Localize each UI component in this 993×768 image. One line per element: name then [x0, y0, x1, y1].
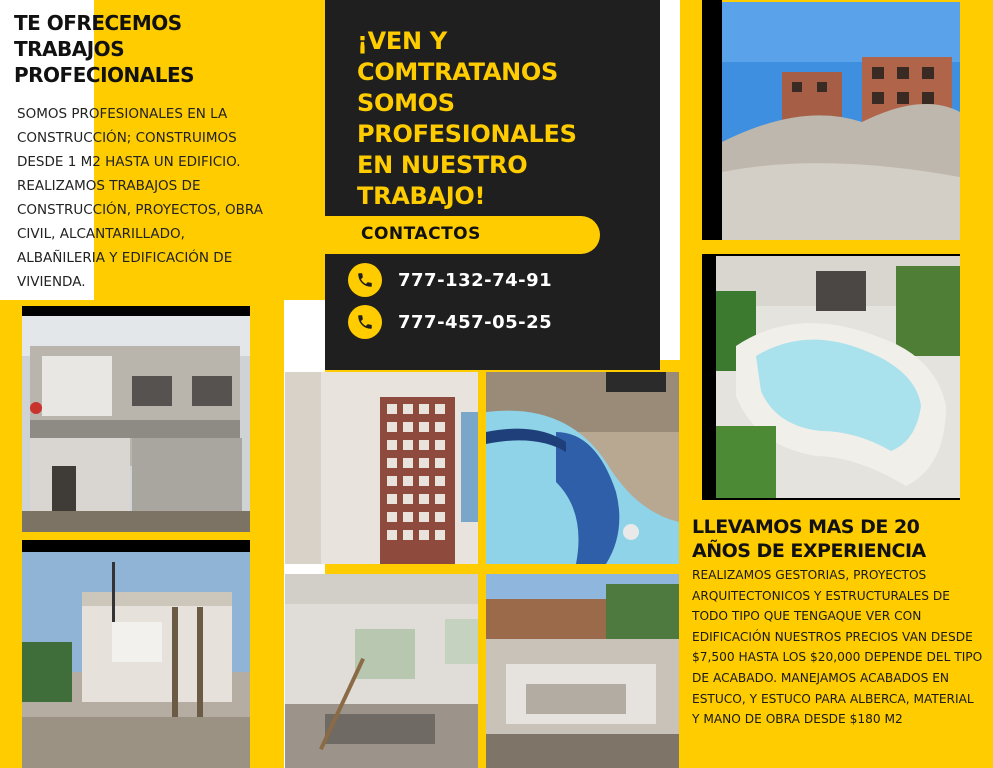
photo-frame-left-2	[22, 540, 250, 552]
phone-row-2[interactable]	[348, 305, 552, 339]
experience-title: LLEVAMOS MAS DE 20 AÑOS DE EXPERIENCIA	[692, 516, 926, 562]
photo-pool-tiles	[486, 372, 679, 564]
photo-pool-construction	[486, 574, 679, 768]
phone-number-2: 777-457-05-25	[398, 311, 553, 333]
photo-curved-pool	[716, 256, 960, 498]
phone-row-1[interactable]	[348, 263, 552, 297]
phone-icon	[348, 263, 382, 297]
photo-construction-scaffold	[22, 552, 250, 768]
contacts-label: CONTACTOS	[361, 224, 481, 244]
contacts-pill	[325, 216, 600, 254]
photo-interior-room	[285, 574, 478, 768]
photo-building-site	[722, 2, 960, 240]
left-title: TE OFRECEMOS TRABAJOS PROFECIONALES	[14, 11, 195, 87]
phone-icon	[348, 305, 382, 339]
left-description: SOMOS PROFESIONALES EN LA CONSTRUCCIÓN; CONSTRUIMOS DESDE 1 M2 HASTA UN EDIFICIO. REALIZAMOS TRABAJOS DE CONSTRUCCIÓN, PROYECTOS, OBRA CIVIL, ALCANTARILLADO, ALBAÑILERIA Y EDIFICACIÓN DE VIVIENDA.	[17, 106, 263, 290]
phone-number-1: 777-132-74-91	[398, 269, 553, 291]
photo-frame-right-1	[702, 0, 722, 240]
experience-text: REALIZAMOS GESTORIAS, PROYECTOS ARQUITECTONICOS Y ESTRUCTURALES DE TODO TIPO QUE TENGAQUE VER CON EDIFICACIÓN NUESTROS PRECIOS VAN DESDE $7,500 HASTA LOS $20,000 DEPENDE DEL TIPO DE ACABADO. MANEJAMOS ACABADOS EN ESTUCO, Y ESTUCO PARA ALBERCA, MATERIAL Y MANO DE OBRA DESDE $180 M2	[692, 568, 983, 727]
photo-construction-house	[22, 316, 250, 532]
contact-headline: ¡VEN Y COMTRATANOS SOMOS PROFESIONALES EN NUESTRO TRABAJO!	[357, 27, 577, 210]
photo-frame-left-1	[22, 306, 250, 316]
photo-lattice-wall	[285, 372, 478, 564]
